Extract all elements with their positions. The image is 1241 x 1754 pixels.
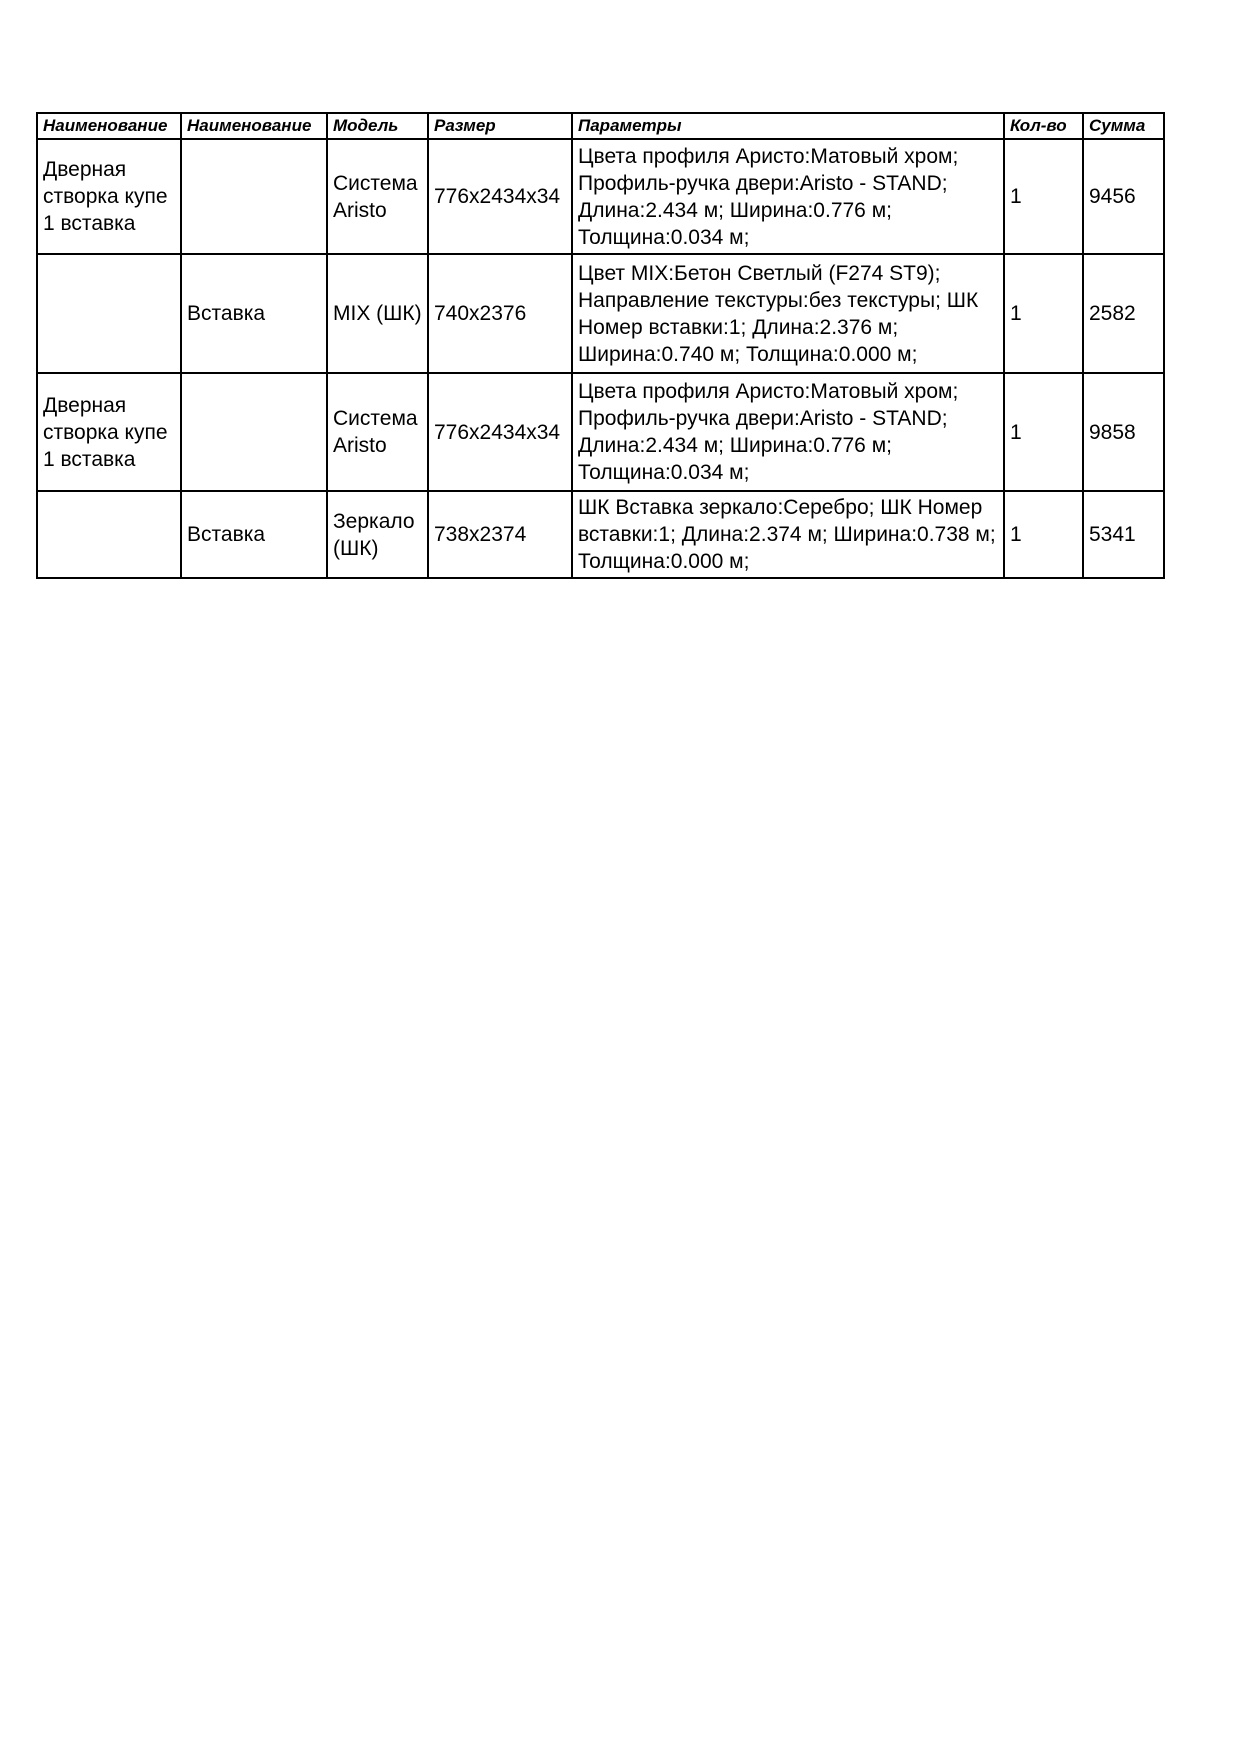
cell-name-2: Вставка <box>181 491 327 578</box>
column-header-sum: Сумма <box>1083 113 1164 139</box>
cell-size: 776x2434x34 <box>428 139 572 254</box>
table-row <box>37 139 1164 254</box>
cell-name-1: Дверная створка купе 1 вставка <box>37 373 181 491</box>
cell-size: 738x2374 <box>428 491 572 578</box>
cell-model: Система Aristo <box>327 139 428 254</box>
document-page <box>36 112 1165 579</box>
column-header-model: Модель <box>327 113 428 139</box>
cell-qty: 1 <box>1004 139 1083 254</box>
table-row <box>37 373 1164 491</box>
cell-params: Цвета профиля Аристо:Матовый хром; Профиль-ручка двери:Aristo - STAND; Длина:2.434 м; Ширина:0.776 м; Толщина:0.034 м; <box>572 373 1004 491</box>
cell-params: Цвета профиля Аристо:Матовый хром; Профиль-ручка двери:Aristo - STAND; Длина:2.434 м; Ширина:0.776 м; Толщина:0.034 м; <box>572 139 1004 254</box>
cell-params: Цвет MIX:Бетон Светлый (F274 ST9); Направление текстуры:без текстуры; ШК Номер вставки:1; Длина:2.376 м; Ширина:0.740 м; Толщина:0.000 м; <box>572 254 1004 373</box>
cell-qty: 1 <box>1004 254 1083 373</box>
cell-qty: 1 <box>1004 491 1083 578</box>
table-header-row <box>37 113 1164 139</box>
cell-name-1 <box>37 491 181 578</box>
cell-sum: 9858 <box>1083 373 1164 491</box>
table-row <box>37 254 1164 373</box>
cell-model: MIX (ШК) <box>327 254 428 373</box>
cell-sum: 2582 <box>1083 254 1164 373</box>
table-row <box>37 491 1164 578</box>
cell-size: 740x2376 <box>428 254 572 373</box>
column-header-params: Параметры <box>572 113 1004 139</box>
cell-qty: 1 <box>1004 373 1083 491</box>
cell-sum: 9456 <box>1083 139 1164 254</box>
cell-sum: 5341 <box>1083 491 1164 578</box>
cell-name-1 <box>37 254 181 373</box>
cell-name-2 <box>181 139 327 254</box>
column-header-name-1: Наименование <box>37 113 181 139</box>
cell-name-1: Дверная створка купе 1 вставка <box>37 139 181 254</box>
column-header-size: Размер <box>428 113 572 139</box>
items-table <box>36 112 1165 579</box>
column-header-name-2: Наименование <box>181 113 327 139</box>
cell-model: Зеркало (ШК) <box>327 491 428 578</box>
cell-name-2 <box>181 373 327 491</box>
cell-params: ШК Вставка зеркало:Серебро; ШК Номер вставки:1; Длина:2.374 м; Ширина:0.738 м; Толщина:0.000 м; <box>572 491 1004 578</box>
column-header-qty: Кол-во <box>1004 113 1083 139</box>
cell-name-2: Вставка <box>181 254 327 373</box>
cell-size: 776x2434x34 <box>428 373 572 491</box>
cell-model: Система Aristo <box>327 373 428 491</box>
